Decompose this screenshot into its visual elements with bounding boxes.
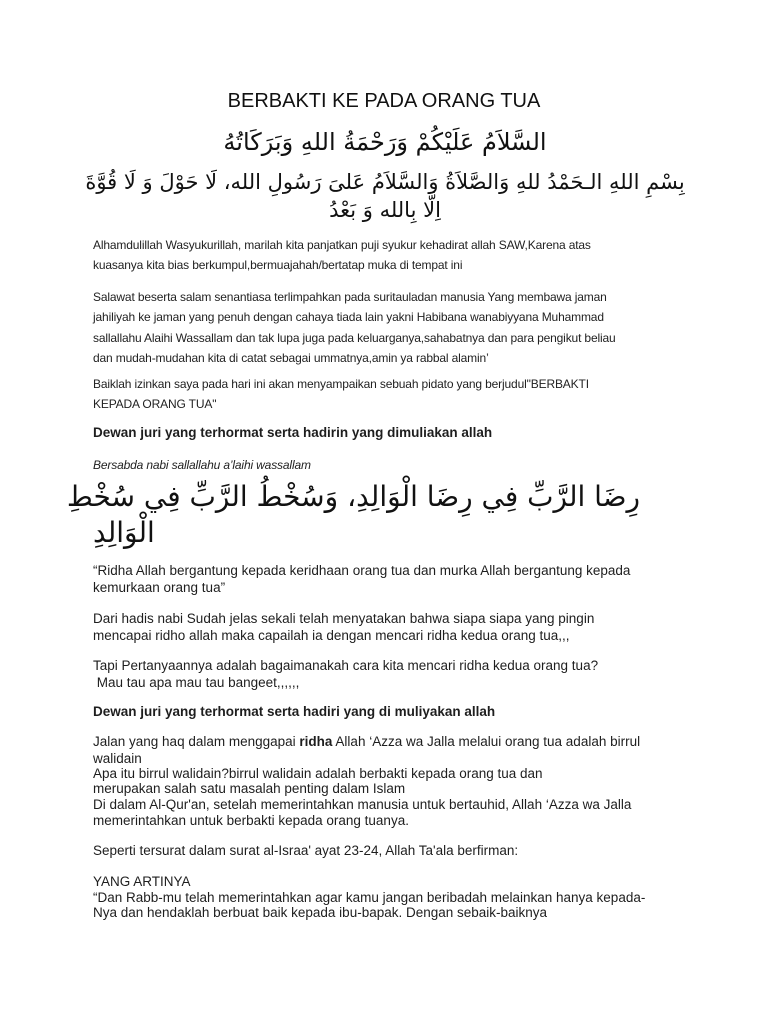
hadith-intro: Bersabda nabi sallallahu a’laihi wassallam <box>93 458 311 472</box>
paragraph-line: jahiliyah ke jaman yang penuh dengan cahaya tiada lain yakni Habibana wanabiyyana Muhammad <box>93 310 604 324</box>
document-title: BERBAKTI KE PADA ORANG TUA <box>227 90 541 112</box>
hadith-arabic-line: الْوَالِدِ <box>93 516 155 549</box>
paragraph-line: kuasanya kita bias berkumpul,bermuajahah/bertatap muka di tempat ini <box>93 258 463 272</box>
paragraph-line: Mau tau apa mau tau bangeet,,,,,, <box>93 675 300 690</box>
paragraph-line: Salawat beserta salam senantiasa terlimpahkan pada suritauladan manusia Yang membawa jaman <box>93 290 607 304</box>
paragraph-line: Apa itu birrul walidain?birrul walidain adalah berbakti kepada orang tua dan <box>93 766 543 781</box>
text-run: Allah ‘Azza wa Jalla melalui orang tua adalah birrul <box>332 734 641 749</box>
paragraph-line: kemurkaan orang tua” <box>93 580 226 595</box>
paragraph-line: Di dalam Al-Qur'an, setelah memerintahkan manusia untuk bertauhid, Allah ‘Azza wa Jalla <box>93 797 632 812</box>
arabic-greeting: السَّلاَمُ عَلَيْكُمْ وَرَحْمَةُ اللهِ وَبَرَكَاتُهُ <box>223 128 547 156</box>
text-run: Jalan yang haq dalam menggapai <box>93 734 300 749</box>
paragraph-line: walidain <box>93 751 142 766</box>
paragraph-line: merupakan salah satu masalah penting dalam Islam <box>93 781 406 796</box>
paragraph-line <box>93 734 640 749</box>
subheading: YANG ARTINYA <box>93 874 191 889</box>
arabic-opening-line: اِلَّا بِالله وَ بَعْدُ <box>329 198 441 222</box>
section-heading: Dewan juri yang terhormat serta hadiri yang di muliyakan allah <box>93 704 496 719</box>
paragraph-line: dan mudah-mudahan kita di catat sebagai ummatnya,amin ya rabbal alamin’ <box>93 351 489 365</box>
paragraph-line: memerintahkan untuk berbakti kepada orang tuanya. <box>93 813 409 828</box>
paragraph-line: Nya dan hendaklah berbuat baik kepada ibu-bapak. Dengan sebaik-baiknya <box>93 905 548 920</box>
paragraph-line: sallallahu Alaihi Wassallam dan tak lupa juga pada keluarganya,sahabatnya dan para pengikut beliau <box>93 331 616 345</box>
section-heading: Dewan juri yang terhormat serta hadirin yang dimuliakan allah <box>93 425 493 440</box>
paragraph-line: “Dan Rabb-mu telah memerintahkan agar kamu jangan beribadah melainkan hanya kepada- <box>93 890 646 905</box>
paragraph-line: Dari hadis nabi Sudah jelas sekali telah menyatakan bahwa siapa siapa yang pingin <box>93 611 595 626</box>
paragraph-line: “Ridha Allah bergantung kepada keridhaan orang tua dan murka Allah bergantung kepada <box>93 563 631 578</box>
arabic-opening-line: بِسْمِ اللهِ الـحَمْدُ للهِ وَالصَّلاَةُ وَالسَّلاَمُ عَلىَ رَسُولِ الله، لَا حَوْلَ وَ لَا قُوَّةَ <box>85 170 685 194</box>
paragraph-line: Baiklah izinkan saya pada hari ini akan menyampaikan sebuah pidato yang berjudul"BERBAKTI <box>93 377 589 391</box>
hadith-arabic-line: رِضَا الرَّبِّ فِي رِضَا الْوَالِدِ، وَسُخْطُ الرَّبِّ فِي سُخْطِ <box>66 480 640 513</box>
paragraph-line: Tapi Pertanyaannya adalah bagaimanakah cara kita mencari ridha kedua orang tua? <box>93 658 599 673</box>
paragraph-line: mencapai ridho allah maka capailah ia dengan mencari ridha kedua orang tua,,, <box>93 628 570 643</box>
paragraph-line: Alhamdulillah Wasyukurillah, marilah kita panjatkan puji syukur kehadirat allah SAW,Karena atas <box>93 238 591 252</box>
paragraph-line: Seperti tersurat dalam surat al-Israa' ayat 23-24, Allah Ta'ala berfirman: <box>93 843 519 858</box>
paragraph-line: KEPADA ORANG TUA" <box>93 397 217 411</box>
bold-text-run: ridha <box>299 734 333 749</box>
